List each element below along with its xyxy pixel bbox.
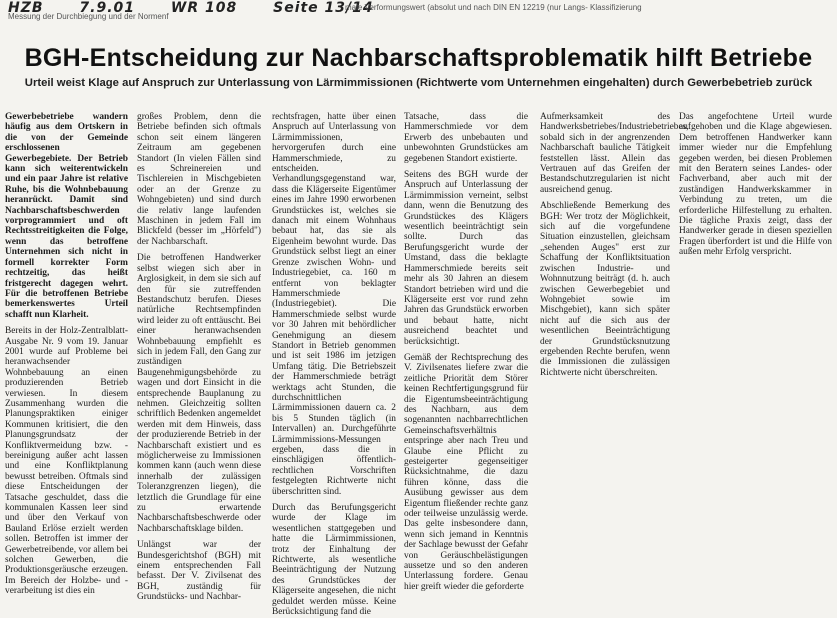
article-column-6: [679, 112, 832, 486]
body-paragraph: Aufmerksamkeit des Handwerksbetriebes/Industriebetriebes, sobald sich in der angrenzenden Nachbarschaft bauliche Tätigkeit feststellen lässt. Allein das Vertrauen auf das Greifen der Bestandschutzregularien ist nicht ausreichend genug.: [540, 112, 689, 195]
handwritten-note: WR 108: [170, 0, 238, 16]
article-column-1: [5, 112, 128, 597]
body-paragraph: großes Problem, denn die Betriebe befinden sich oftmals schon seit einem längeren Zeitraum am gegebenen Standort (In vielen Fällen sind es Schreinereien und Tischlereien in Mischgebieten oder an der Grenze zu Wohngebieten) und sind durch die relativ lange laufenden Maschinen in jedem Fall im Blickfeld (besser im „Hörfeld") der Nachbarschaft.: [137, 112, 261, 247]
article-column-3: [272, 112, 396, 618]
article-subheadline: Urteil weist Klage auf Anspruch zur Unterlassung von Lärmimmissionen (Richtwerte vom Unternehmen eingehalten) durch Gewerbebetrieb zurück: [24, 77, 813, 89]
body-paragraph: Unlängst war der Bundesgerichtshof (BGH) mit einem entsprechenden Fall befasst. Der V. Zivilsenat des BGH, zuständig für Grundstücks- und Nachbar-: [137, 540, 261, 603]
article-column-4: [404, 112, 528, 592]
handwritten-note: Seite 13/14: [273, 0, 374, 16]
body-paragraph: Abschließende Bemerkung des BGH: Wer trotz der Möglichkeit, sich auf die vorgefundene Situation einzustellen, gleichsam „sehenden Auges" erst zur Schaffung der Konfliktsituation zwischen Industrie- und Wohnnutzung beiträgt (d. h. auch zwischen Gewerbegebiet und Wohngebiet sowie im Mischgebiet), kann sich später nicht auf die sich aus der wesentlichen Beeinträchtigung der Grundstücksnutzung ergebenden Rechte berufen, wenn die Immissionen die zulässigen Richtwerte nicht überschreiten.: [540, 201, 670, 378]
body-paragraph: Gemäß der Rechtsprechung des V. Zivilsenates liefere zwar die zeitliche Priorität dem Störer keinen Rechtfertigungsgrund für die Eigentumsbeeinträchtigung des Nachbarn, aus dem sogenannten nachbarrechtlichen Gemeinschaftsverhältnis entspringe aber nach Treu und Glaube eine Pflicht zu gesteigerter gegenseitiger Rücksichtnahme, die dazu führen könne, dass die Ausübung gewisser aus dem Eigentum fließender rechte ganz oder teilweise unzulässig werde. Das gelte insbesondere dann, wenn sich jemand in Kenntnis der Sachlage bewusst der Gefahr von Geräuschbelästigungen aussetze und so den anderen Unterlassung fordere. Genau hier greift wieder die geforderte: [404, 352, 528, 592]
article-column-5: [540, 112, 689, 486]
body-paragraph: Seitens des BGH wurde der Anspruch auf Unterlassung der Lärmimmission verneint, selbst dann, wenn die Benutzung des Grundstückes des Klägers wesentlich beeinträchtigt sein sollte. Durch das Berufungsgericht wurde der Umstand, dass die beklagte Hammerschmiede bereits seit mehr als 30 Jahren an diesem Standort betrieben wird und die Klägerseite erst vor rund zehn Jahren das Grundstück erworben und bebaut hatte, nicht ausreichend beachtet und berücksichtigt.: [404, 170, 528, 347]
top-strip: [0, 0, 837, 22]
handwritten-note: 7.9.01: [79, 0, 136, 16]
article-headline: BGH-Entscheidung zur Nachbarschaftsproblematik hilft Betriebe: [24, 44, 813, 72]
article-column-2: [137, 112, 261, 603]
body-paragraph: Durch das Berufungsgericht wurde der Klage im wesentlichen stattgegeben und hatte die Lärmimmissionen, trotz der Einhaltung der Richtwerte, als wesentliche Beeinträchtigung der Nutzung des Grundstückes der Klägerseite angesehen, die nicht geduldet werden müsse. Keine Berücksichtigung fand die: [272, 503, 396, 618]
cut-text-middle: male Verformungswert (absolut und nach DIN EN 12219 (nur Langs- Klassifizierung: [345, 3, 642, 12]
body-paragraph: Die betroffenen Handwerker selbst wiegen sich aber in Arglosigkeit, in dem sie sich auf den für sie zutreffenden Bestandschutz berufen. Dieses natürliche Rechtsempfinden wird leider zu oft enttäuscht. Bei einer heranwachsenden Wohnbebauung empfiehlt es sich in jedem Fall, den Gang zur zuständigen Baugenehmigungsbehörde zu wagen und dort Einsicht in die entsprechende Bauplanung zu nehmen. Gleichzeitig sollten schriftlich Bedenken angemeldet werden mit dem Hinweis, dass der produzierende Betrieb in der Nachbarschaft existiert und es möglicherweise zu Immissionen kommen kann (auch wenn diese innerhalb der zulässigen Toleranzgrenzen liegen), die letztlich die Grundlage für eine zu erwartende Nachbarschaftsbeschwerde oder Nachbarschaftsklage bilden.: [137, 253, 261, 534]
body-paragraph: Tatsache, dass die Hammerschmiede vor dem Erwerb des unbebauten und unbewohnten Grundstückes am gegebenen Standort existierte.: [404, 112, 528, 164]
handwritten-note: HZB: [8, 0, 44, 16]
body-paragraph: Das angefochtene Urteil wurde aufgehoben und die Klage abgewiesen. Dem betroffenen Handwerker kann immer wieder nur die Empfehlung gegeben werden, bei diesen Problemen mit den Beratern seines Landes- oder Fachverband, aber auch mit der zuständigen Handwerkskammer in Verbindung zu treten, um die erforderliche Hilfestellung zu erhalten. Die tägliche Praxis zeigt, dass der Handwerker gerade in diesen speziellen Fragen überfordert ist und die Hilfe von außen mehr Erfolg verspricht.: [679, 112, 832, 258]
cut-text-left: Messung der Durchbiegung und der Normenf: [8, 12, 169, 21]
lead-paragraph: Gewerbebetriebe wandern häufig aus dem Ortskern in die von der Gemeinde erschlossenen Gewerbegebiete. Der Betrieb kann sich weiterentwickeln und ein paar Jahre ist relative Ruhe, bis die Wohnbebauung heranrückt. Damit sind Nachbarschaftsbeschwerden vorprogrammiert und oft Rechtsstreitigkeiten die Folge, wenn das betroffene Unternehmen sich nicht in formell korrekter Form rechtzeitig, das heißt fristgerecht dagegen wehrt. Für die betroffenen Betriebe bemerkenswertes Urteil schafft nun Klarheit.: [5, 112, 128, 320]
body-paragraph: Bereits in der Holz-Zentralblatt-Ausgabe Nr. 9 vom 19. Januar 2001 wurde auf Probleme bei heranwachsender Wohnbebauung an einen produzierenden Betrieb verwiesen. In diesem Zusammenhang wurden die Planungspraktiken einiger Kommunen kritisiert, die den Planungsgrundsatz der Konfliktvermeidung bzw. -bereinigung außer acht lassen und eine Konfliktplanung bewusst betreiben. Oftmals sind diese Entscheidungen der Tatsache geschuldet, dass die kommunalen Kassen leer sind und über den Verkauf von Bauland Erlöse erzielt werden sollen. Betroffen ist immer der Gewerbetreibende, vor allem bei solchen Gewerben, die Produktionsgeräusche erzeugen. Im Bereich der Holzbe- und -verarbeitung ist dies ein: [5, 326, 128, 597]
body-paragraph: rechtsfragen, hatte über einen Anspruch auf Unterlassung von Lärmimmissionen, hervorgerufen durch eine Hammerschmiede, zu entscheiden. Verhandlungsgegenstand war, dass die Klägerseite Eigentümer eines im Jahre 1990 erworbenen Grundstückes ist, welches sie danach mit einem Wohnhaus bebaut hat, das sie als Eigenheim bewohnt wurde. Das Grundstück selbst liegt an einer Grenze zwischen Wohn- und Industriegebiet, ca. 160 m entfernt von beklagter Hammerschmiede (Industriegebiet). Die Hammerschmiede selbst wurde vor 30 Jahren mit behördlicher Genehmigung an diesem Standort in Betrieb genommen und ist seit 1986 im jetzigen Umfang tätig. Die Betriebszeit der Hammerschmiede beträgt werktags acht Stunden, die durchschnittlichen Lärmimmissionen dauern ca. 2 bis 5 Stunden täglich (in Intervallen) an. Durchgeführte Lärmimmissions-Messungen ergeben, dass die in einschlägigen öffentlich-rechtlichen Vorschriften festgelegten Richtwerte nicht überschritten sind.: [272, 112, 396, 497]
